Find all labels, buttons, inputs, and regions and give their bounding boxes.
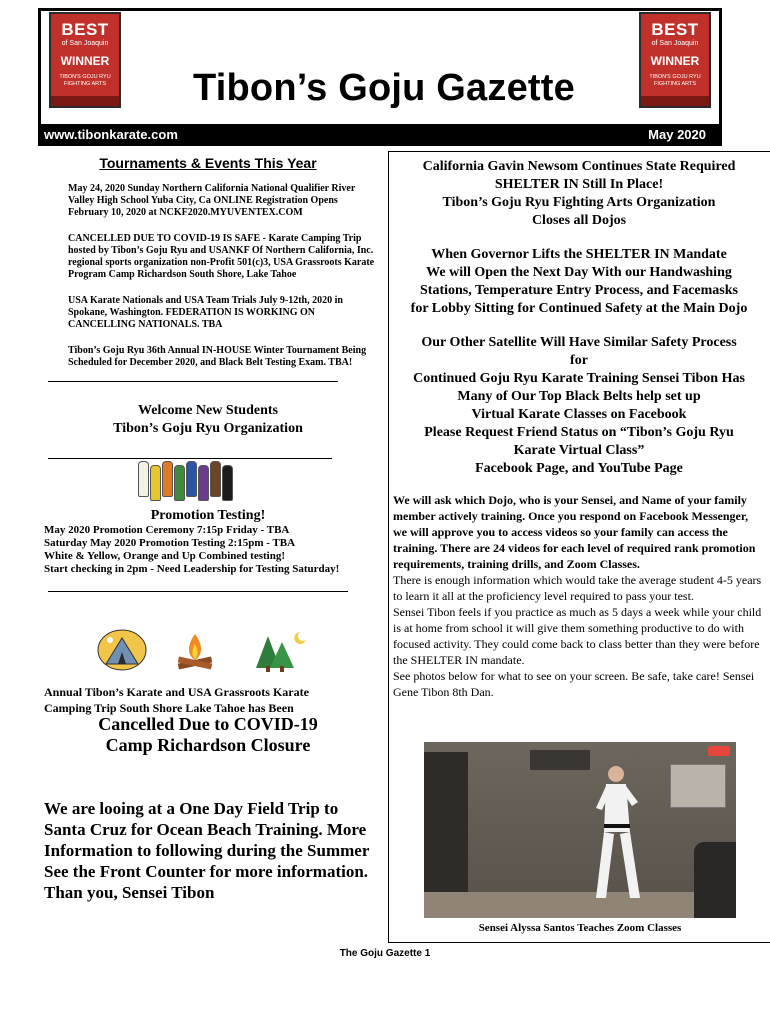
- virtual-class-notice: [393, 334, 765, 478]
- notice-line: Many of Our Top Black Belts help set up: [457, 389, 701, 404]
- camping-line: Camping Trip South Shore Lake Tahoe has Been: [44, 701, 294, 715]
- badge-winner: WINNER: [650, 54, 700, 68]
- notice-line: When Governor Lifts the SHELTER IN Mandate: [431, 247, 727, 262]
- badge-of: of San Joaquin: [651, 40, 699, 47]
- notice-line: Stations, Temperature Entry Process, and Facemasks: [420, 283, 738, 298]
- belt: [198, 465, 209, 501]
- divider: [48, 381, 338, 382]
- divider: [48, 591, 348, 592]
- belt: [162, 461, 173, 497]
- newsletter-title: Tibon’s Goju Gazette: [193, 67, 575, 109]
- info-paragraph: There is enough information which would take the average student 4-5 years to learn it all at the proficiency level required to pass your test.: [393, 573, 762, 603]
- badge-stripe: [51, 96, 119, 106]
- belt: [174, 465, 185, 501]
- belt: [186, 461, 197, 497]
- notice-line: Tibon’s Goju Ryu Fighting Arts Organization: [442, 195, 716, 210]
- shelter-notice: [393, 158, 765, 230]
- belt: [150, 465, 161, 501]
- video-inset: [670, 764, 726, 808]
- cancelled-line: Cancelled Due to COVID-19: [98, 714, 318, 734]
- best-winner-badge-left: [49, 12, 121, 108]
- photo-caption: Sensei Alyssa Santos Teaches Zoom Classes: [478, 922, 682, 934]
- practice-paragraph: Sensei Tibon feels if you practice as much as 5 days a week while your child is at home from school it will give them something productive to do with focused activity. They could come back to class better than they were before the SHELTER IN mandate.: [393, 605, 762, 667]
- camping-illustration: [38, 626, 378, 676]
- karate-belts-image: [138, 461, 248, 501]
- record-badge: [708, 746, 730, 756]
- promotion-line: Saturday May 2020 Promotion Testing 2:15pm - TBA: [44, 537, 296, 549]
- zoom-class-photo: [424, 742, 736, 918]
- event-item: May 24, 2020 Sunday Northern California National Qualifier River Valley High School Yuba City, Ca ONLINE Registration Opens February 10, 2020 at NCKF2020.MYUVENTEX.COM: [68, 183, 356, 218]
- belt: [222, 465, 233, 501]
- issue-date: May 2020: [648, 127, 706, 142]
- promotion-line: White & Yellow, Orange and Up Combined testing!: [44, 550, 285, 562]
- cancelled-heading: [38, 714, 378, 756]
- pine-trees-icon: [256, 632, 306, 672]
- event-item: USA Karate Nationals and USA Team Trials July 9-12th, 2020 in Spokane, Washington. FEDERATION IS WORKING ON CANCELLING NATIONALS. TBA: [68, 295, 343, 330]
- badge-best: BEST: [61, 20, 109, 39]
- notice-line: SHELTER IN Still In Place!: [494, 177, 664, 192]
- cancelled-line: Camp Richardson Closure: [105, 735, 311, 755]
- promotion-line: May 2020 Promotion Ceremony 7:15p Friday - TBA: [44, 524, 290, 536]
- notice-line: Please Request Friend Status on “Tibon’s Goju Ryu: [424, 425, 734, 440]
- notice-line: We will Open the Next Day With our Handwashing: [426, 265, 732, 280]
- event-item: Tibon’s Goju Ryu 36th Annual IN-HOUSE Winter Tournament Being Scheduled for December 2020, and Black Belt Testing Exam. TBA!: [68, 345, 367, 368]
- badge-best: BEST: [651, 20, 699, 39]
- page-footer: The Goju Gazette 1: [339, 948, 431, 959]
- notice-line: Karate Virtual Class”: [513, 443, 645, 458]
- camping-icons: [38, 626, 378, 676]
- events-heading: Tournaments & Events This Year: [99, 155, 317, 171]
- access-instructions: We will ask which Dojo, who is your Sensei, and Name of your family member actively training. Once you respond on Facebook Messenger, we will approve you to access videos so your family can access the training. There are 24 videos for each level of required rank promotion requirements, training drills, and Zoom Classes.: [393, 493, 756, 571]
- badge-desc: TIBON'S GOJU RYU FIGHTING ARTS: [59, 74, 111, 87]
- notice-line: Virtual Karate Classes on Facebook: [471, 407, 687, 422]
- promotion-list: [44, 524, 374, 576]
- campfire-icon: [178, 634, 213, 669]
- notice-line: Facebook Page, and YouTube Page: [475, 461, 683, 476]
- belt: [210, 461, 221, 497]
- closing-paragraph: See photos below for what to see on your screen. Be safe, take care! Sensei Gene Tibon 8th Dan.: [393, 669, 755, 699]
- notice-line: Continued Goju Ryu Karate Training Sensei Tibon Has: [413, 371, 745, 386]
- notice-line: for Lobby Sitting for Continued Safety at the Main Dojo: [410, 301, 748, 316]
- karate-instructor-figure: [594, 762, 640, 902]
- event-item: CANCELLED DUE TO COVID-19 IS SAFE - Karate Camping Trip hosted by Tibon’s Goju Ryu and USANKF Of Northern California, Inc. regional sports organization non-Profit 501(c)3, USA Grassroots Karate Program Camp Richardson South Shore, Lake Tahoe: [68, 233, 375, 280]
- welcome-line: Tibon’s Goju Ryu Organization: [113, 421, 303, 436]
- field-trip-notice: We are looing at a One Day Field Trip to Santa Cruz for Ocean Beach Training. More Information to following during the Summer See the Front Counter for more information. Than you, Sensei Tibon: [44, 799, 370, 902]
- badge-desc: TIBON'S GOJU RYU FIGHTING ARTS: [649, 74, 701, 87]
- right-column: [393, 158, 765, 700]
- camping-line: Annual Tibon’s Karate and USA Grassroots Karate: [44, 685, 309, 699]
- badge-of: of San Joaquin: [61, 40, 109, 47]
- notice-line: Closes all Dojos: [531, 213, 627, 228]
- badge-stripe: [641, 96, 709, 106]
- divider: [48, 458, 332, 459]
- belt: [138, 461, 149, 497]
- tent-icon: [98, 630, 146, 670]
- masthead-bar: [38, 124, 722, 146]
- camping-trip-notice: [44, 684, 374, 716]
- reopen-notice: [393, 246, 765, 318]
- promotion-line: Start checking in 2pm - Need Leadership for Testing Saturday!: [44, 563, 340, 575]
- welcome-line: Welcome New Students: [138, 403, 278, 418]
- notice-line: Our Other Satellite Will Have Similar Safety Process: [421, 335, 737, 350]
- promotion-heading: Promotion Testing!: [150, 508, 266, 523]
- badge-winner: WINNER: [60, 54, 110, 68]
- best-winner-badge-right: [639, 12, 711, 108]
- left-column: [38, 146, 378, 902]
- notice-line: for: [570, 353, 588, 368]
- website-link[interactable]: www.tibonkarate.com: [44, 127, 178, 142]
- notice-line: California Gavin Newsom Continues State Required: [422, 159, 736, 174]
- welcome-heading: [38, 402, 378, 438]
